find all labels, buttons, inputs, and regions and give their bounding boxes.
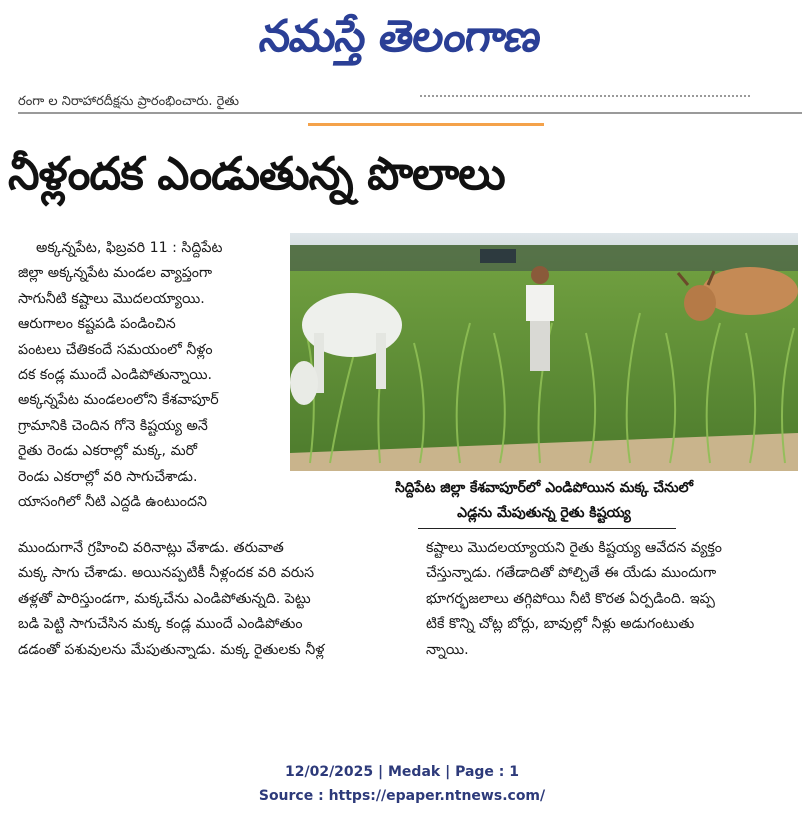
article-line: కష్టాలు మొదలయ్యాయని రైతు కిష్టయ్య ఆవేదన వ్యక్తం bbox=[426, 540, 722, 556]
article-line: ఆరుగాలం కష్టపడి పండించిన bbox=[18, 316, 176, 333]
photo-caption bbox=[290, 476, 798, 526]
article-line: తళ్లతో పారిస్తుండగా, మక్కచేను ఎండిపోతున్నది. పెట్టు bbox=[18, 590, 311, 607]
article-line: రెండు ఎకరాల్లో వరి సాగుచేశాడు. bbox=[18, 468, 198, 485]
source-footer bbox=[0, 760, 804, 808]
article-line: దక కండ్ల ముందే ఎండిపోతున్నాయి. bbox=[18, 366, 213, 383]
section-divider bbox=[18, 112, 802, 114]
article-line: పంటలు చేతికందే సమయంలో నీళ్లం bbox=[18, 341, 213, 358]
article-headline: నీళ్లందక ఎండుతున్న పొలాలు bbox=[8, 147, 505, 200]
edition-info: 12/02/2025 | Medak | Page : 1 bbox=[284, 764, 520, 780]
article-line: డడంతో పశువులను మేపుతున్నాడు. మక్క రైతులకు నీళ్ల bbox=[18, 641, 325, 658]
article-line: అక్కన్నపేట, ఫిబ్రవరి 11 : సిద్దిపేట bbox=[36, 240, 223, 256]
cutoff-text: రంగా ల నిరాహారదీక్షను ప్రారంభించారు. రైతు bbox=[18, 94, 239, 109]
caption-line: ఎడ్లను మేపుతున్న రైతు కిష్టయ్య bbox=[457, 505, 631, 521]
newspaper-masthead: నమస్తే తెలంగాణ bbox=[256, 11, 544, 62]
article-line: టికే కొన్ని చోట్ల బోర్లు, బావుల్లో నీళ్లు అడుగంటుతు bbox=[426, 616, 695, 633]
news-photo bbox=[290, 233, 798, 471]
article-right-column bbox=[426, 536, 798, 663]
article-line: జిల్లా అక్కన్నపేట మండల వ్యాప్తంగా bbox=[18, 265, 213, 282]
article-line: భూగర్భజలాలు తగ్గిపోయి నీటి కొరత ఏర్పడింది. ఇప్ప bbox=[426, 590, 715, 607]
article-line: అక్కన్నపేట మండలంలోని కేశవాపూర్ bbox=[18, 392, 219, 409]
article-wide-column bbox=[18, 536, 402, 663]
caption-line: సిద్దిపేట జిల్లా కేశవాపూర్‌లో ఎండిపోయిన మక్క చేనులో bbox=[394, 480, 694, 496]
article-line: న్నాయి. bbox=[426, 641, 469, 658]
article-line: రైతు రెండు ఎకరాల్లో మక్క, మరో bbox=[18, 443, 197, 460]
article-line: గ్రామానికి చెందిన గోనె కిష్టయ్య అనే bbox=[18, 417, 208, 434]
accent-divider bbox=[308, 123, 544, 126]
article-line: సాగునీటి కష్టాలు మొదలయ్యాయి. bbox=[18, 290, 205, 307]
maize-field-photo bbox=[290, 233, 798, 471]
article-left-column bbox=[18, 236, 284, 515]
article-line: బడి పెట్టి సాగుచేసిన మక్క కండ్ల ముందే ఎండిపోతుం bbox=[18, 616, 303, 633]
article-line: చేస్తున్నాడు. గతేడాదితో పోల్చితే ఈ యేడు ముందుగా bbox=[426, 565, 717, 582]
article-line: మక్క సాగు చేశాడు. అయినప్పటికీ నీళ్లందక వరి వరుస bbox=[18, 565, 315, 582]
previous-article-cutoff bbox=[0, 93, 804, 111]
source-link[interactable]: Source : https://epaper.ntnews.com/ bbox=[258, 788, 546, 804]
article-line: ముందుగానే గ్రహించి వరినాట్లు వేశాడు. తరువాత bbox=[18, 540, 284, 556]
article-line: యాసంగిలో నీటి ఎద్దడి ఉంటుందని bbox=[18, 493, 207, 510]
caption-underline bbox=[418, 528, 676, 529]
cutoff-faded-text bbox=[420, 95, 750, 105]
hut bbox=[480, 249, 516, 263]
